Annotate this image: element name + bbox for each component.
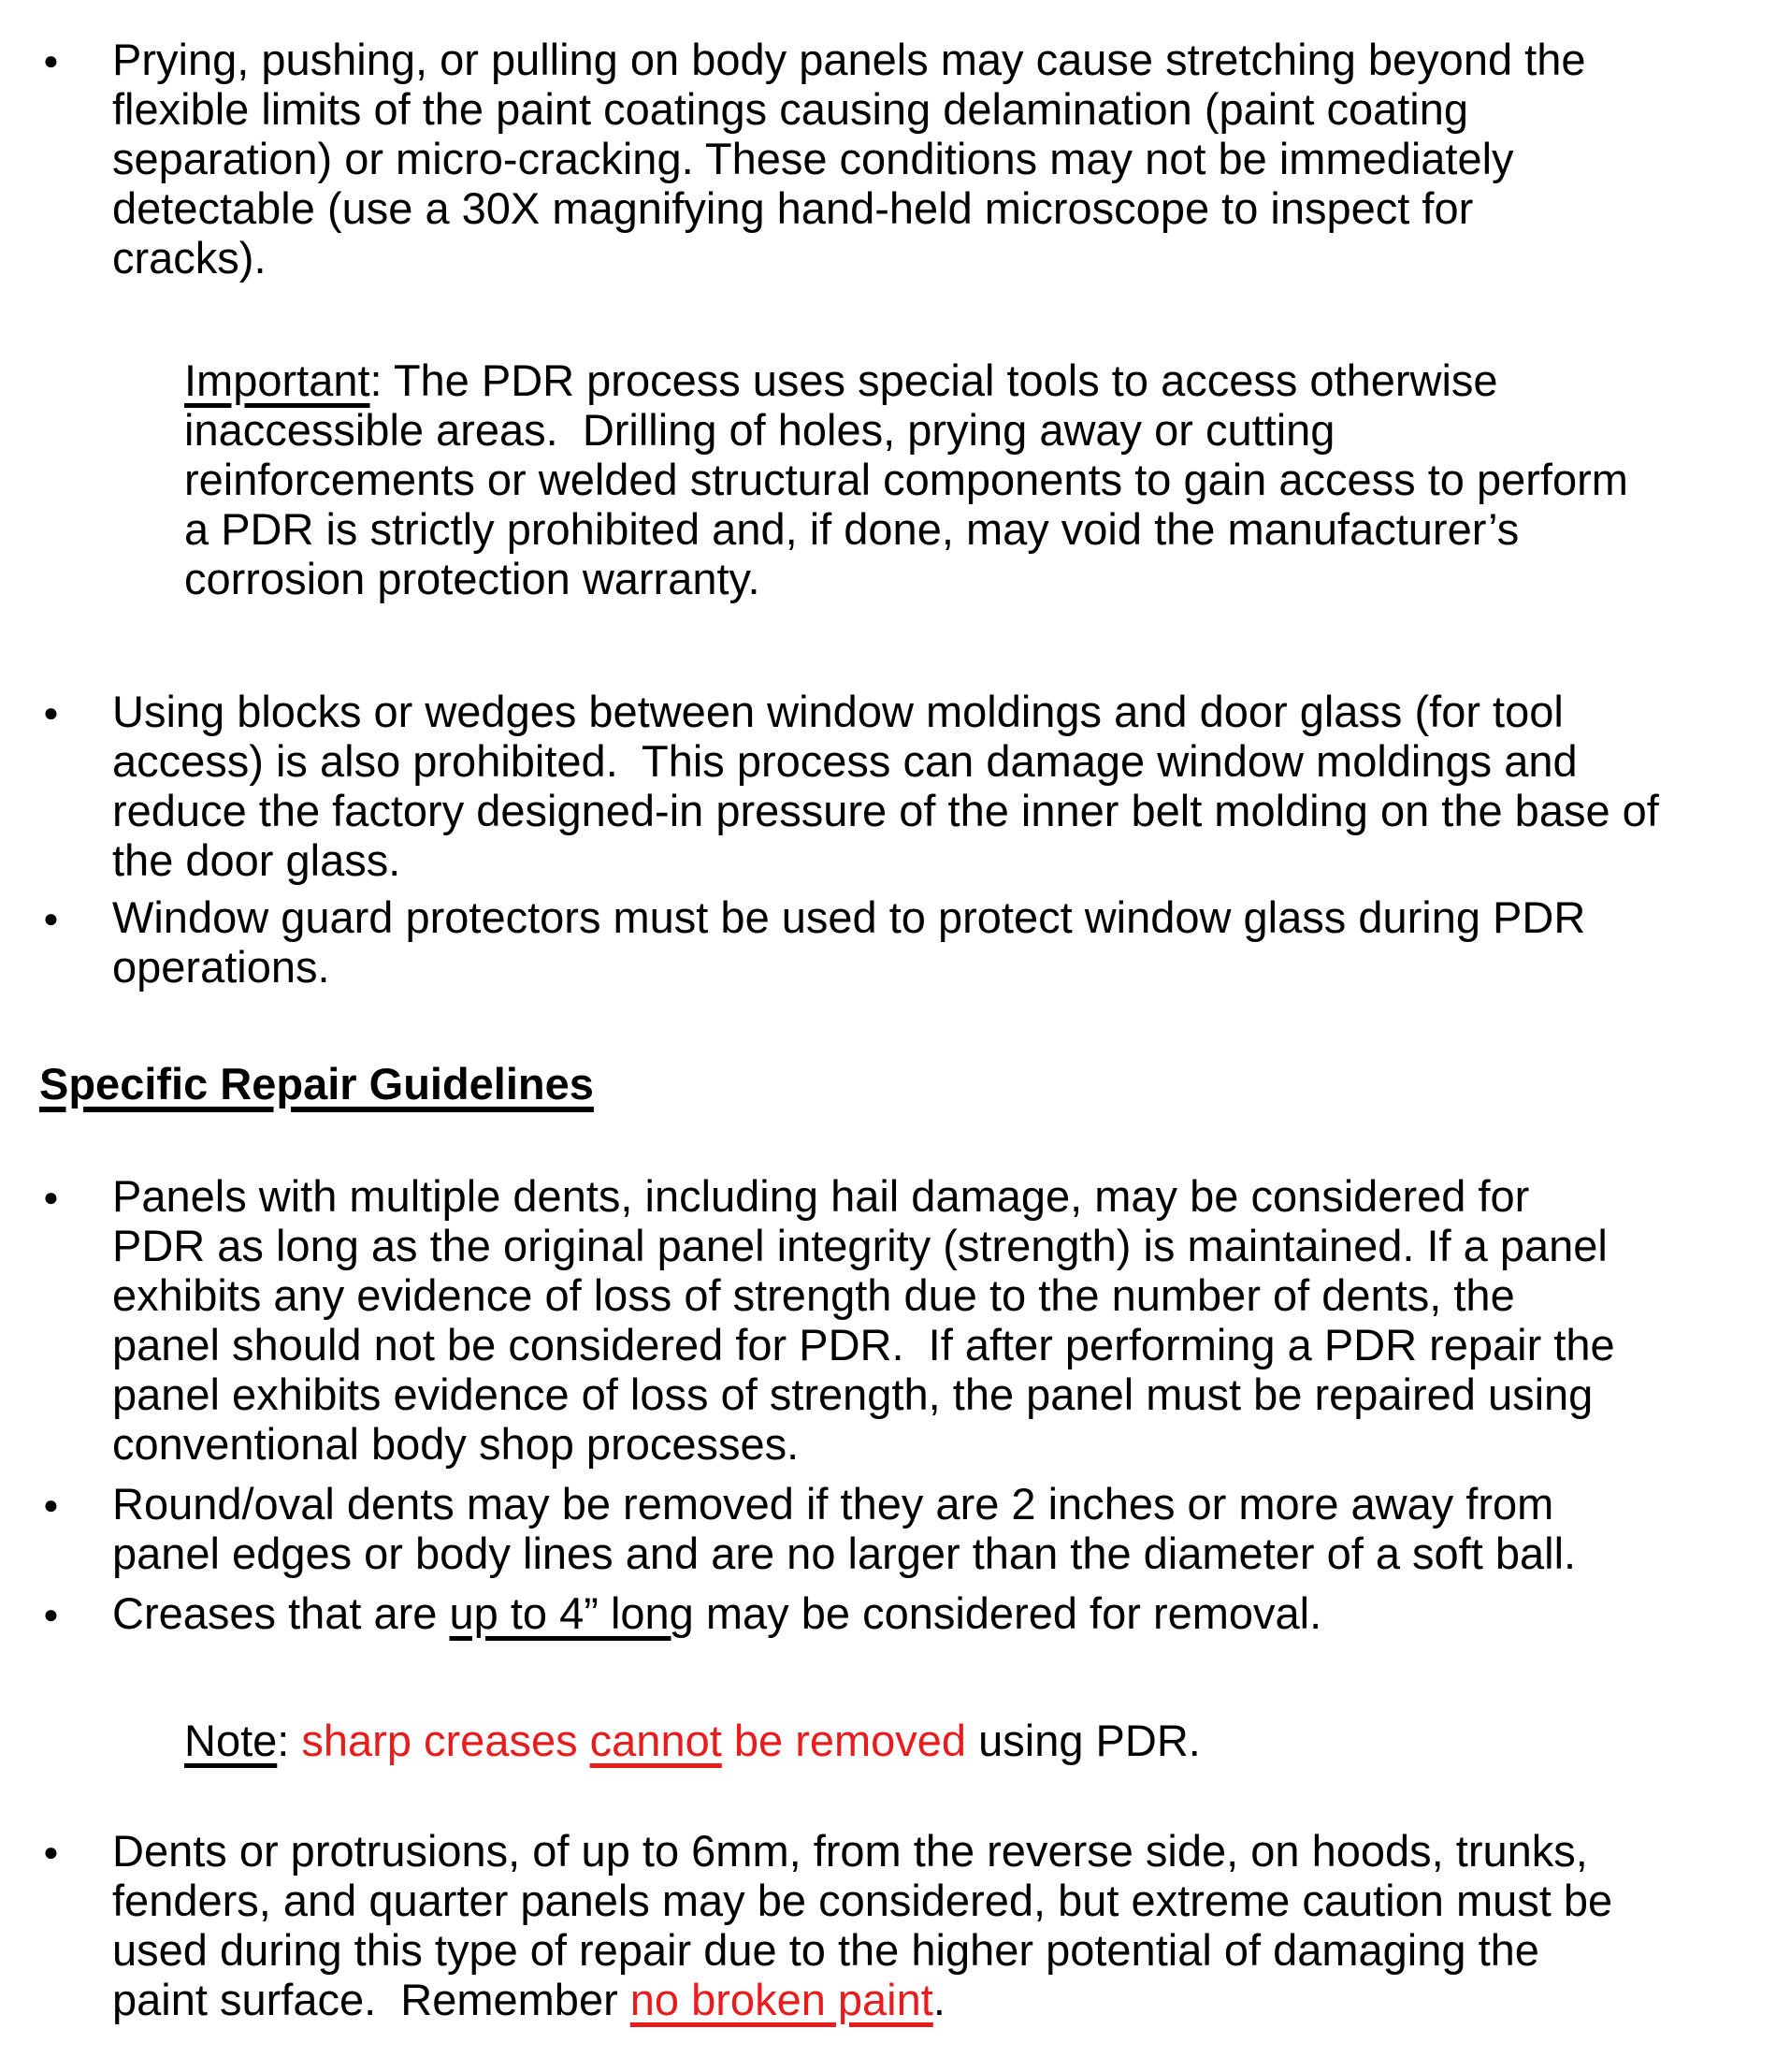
text-run: Important <box>184 355 370 405</box>
paragraph-note <box>0 1716 1790 1765</box>
text-run: paint surface. Remember <box>112 1975 630 2024</box>
text-run: Panels with multiple dents, including hail damage, may be considered for <box>112 1171 1530 1221</box>
bullet-creases <box>0 1588 1790 1638</box>
bullet-text <box>112 35 1790 283</box>
text-run: reinforcements or welded structural components to gain access to perform <box>184 455 1628 504</box>
text-run: panel edges or body lines and are no larger than the diameter of a soft ball. <box>112 1529 1577 1578</box>
bullet-icon: ● <box>43 1600 59 1629</box>
bullet-prying-pushing <box>0 35 1790 283</box>
text-run: separation) or micro-cracking. These conditions may not be immediately <box>112 134 1514 183</box>
text-run: operations. <box>112 942 330 992</box>
text-run: Creases that are <box>112 1588 450 1638</box>
text-run: . <box>932 1975 946 2024</box>
text-run: using PDR. <box>966 1716 1201 1765</box>
text-run: fenders, and quarter panels may be considered, but extreme caution must be <box>112 1876 1613 1925</box>
bullet-text <box>112 1826 1790 2024</box>
bullet-icon: ● <box>43 1837 59 1866</box>
text-run: panel should not be considered for PDR. If after performing a PDR repair the <box>112 1320 1615 1369</box>
text-run: sharp creases <box>301 1716 590 1765</box>
text-run: inaccessible areas. Drilling of holes, prying away or cutting <box>184 405 1335 455</box>
bullet-icon: ● <box>43 698 59 727</box>
bullet-icon: ● <box>43 46 59 75</box>
heading-text: Specific Repair Guidelines <box>39 1059 594 1108</box>
text-run: PDR as long as the original panel integrity (strength) is maintained. If a panel <box>112 1221 1608 1270</box>
text-run: panel exhibits evidence of loss of strength, the panel must be repaired using <box>112 1369 1594 1419</box>
text-run: : <box>277 1716 302 1765</box>
bullet-text <box>112 1588 1790 1638</box>
text-run: no broken paint <box>629 1975 933 2024</box>
text-run: detectable (use a 30X magnifying hand-held microscope to inspect for <box>112 183 1474 233</box>
bullet-text <box>112 892 1790 992</box>
text-run: : The PDR process uses special tools to access otherwise <box>369 355 1498 405</box>
text-run: Note <box>184 1716 278 1765</box>
bullet-text <box>112 1171 1790 1469</box>
text-run: exhibits any evidence of loss of strength due to the number of dents, the <box>112 1270 1515 1320</box>
paragraph-important <box>0 355 1790 603</box>
text-run: flexible limits of the paint coatings causing delamination (paint coating <box>112 84 1469 134</box>
bullet-icon: ● <box>43 1490 59 1519</box>
text-run: Window guard protectors must be used to protect window glass during PDR <box>112 892 1586 942</box>
bullet-icon: ● <box>43 1182 59 1211</box>
text-run: access) is also prohibited. This process can damage window moldings and <box>112 736 1578 786</box>
text-run: Round/oval dents may be removed if they are 2 inches or more away from <box>112 1479 1554 1529</box>
text-run: corrosion protection warranty. <box>184 554 760 603</box>
heading-specific-repair-guidelines <box>39 1059 1790 1108</box>
text-run: reduce the factory designed-in pressure of the inner belt molding on the base of <box>112 786 1659 835</box>
text-run: Prying, pushing, or pulling on body panels may cause stretching beyond the <box>112 35 1586 84</box>
bullet-blocks-wedges <box>0 687 1790 885</box>
text-run: the door glass. <box>112 835 401 885</box>
text-run: Dents or protrusions, of up to 6mm, from the reverse side, on hoods, trunks, <box>112 1826 1588 1876</box>
text-run: be removed <box>721 1716 967 1765</box>
text-run: used during this type of repair due to the higher potential of damaging the <box>112 1925 1539 1975</box>
bullet-icon: ● <box>43 904 59 933</box>
bullet-round-oval-dents <box>0 1479 1790 1578</box>
bullet-dents-protrusions <box>0 1826 1790 2024</box>
text-run: conventional body shop processes. <box>112 1419 800 1469</box>
bullet-window-guard <box>0 892 1790 992</box>
bullet-panels-multiple-dents <box>0 1171 1790 1469</box>
text-run: up to 4” long <box>449 1588 694 1638</box>
text-run: Using blocks or wedges between window moldings and door glass (for tool <box>112 687 1564 736</box>
text-run: cracks). <box>112 233 267 283</box>
text-run: a PDR is strictly prohibited and, if done, may void the manufacturer’s <box>184 504 1520 554</box>
text-run: cannot <box>589 1716 722 1765</box>
bullet-text <box>112 1479 1790 1578</box>
text-run: may be considered for removal. <box>693 1588 1322 1638</box>
bullet-text <box>112 687 1790 885</box>
